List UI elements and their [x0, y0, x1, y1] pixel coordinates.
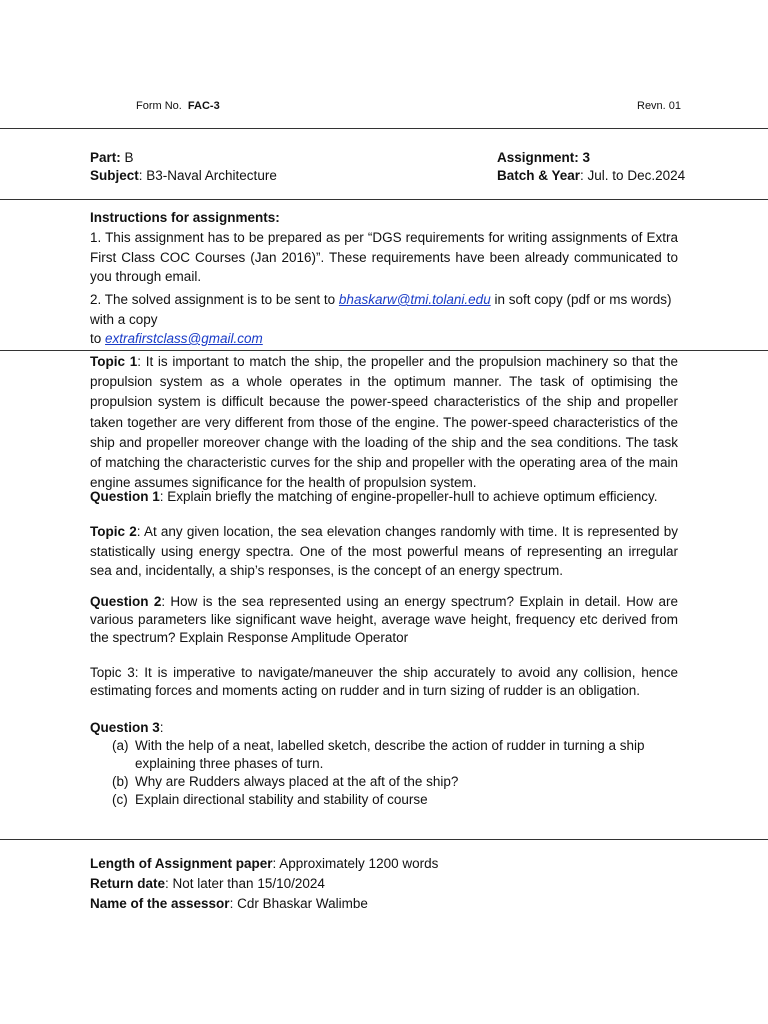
assignment-number: Assignment: 3	[497, 150, 591, 165]
item-label: (b)	[112, 774, 129, 789]
assessor-email-link[interactable]: bhaskarw@tmi.tolani.edu	[338, 292, 491, 307]
batch-line	[497, 166, 685, 186]
question-3-colon: :	[159, 720, 164, 735]
item-text: Explain directional stability and stability of course	[135, 792, 428, 807]
return-date-label: Return date	[90, 876, 166, 891]
length-label: Length of Assignment paper	[90, 856, 273, 871]
instruction-item-2-prefix: 2. The solved assignment is to be sent to	[90, 292, 336, 307]
assessor-label: Name of the assessor	[90, 896, 230, 911]
topic-1-label: Topic 1	[90, 354, 138, 369]
form-number-label: Form No.	[136, 100, 182, 112]
meta-divider	[0, 199, 768, 200]
assessor-value: : Cdr Bhaskar Walimbe	[229, 896, 368, 911]
instructions-divider	[0, 350, 768, 351]
questions-divider	[0, 839, 768, 840]
question-2-text: : How is the sea represented using an energy spectrum? Explain in detail. How are various parameters like significant wave height, average wave height, frequency etc derived from the spectrum? Explain Response Amplitude Operator	[90, 594, 678, 645]
part-value: B	[124, 150, 134, 165]
subject-label: Subject	[90, 168, 139, 183]
instruction-item-2-to: to	[90, 331, 102, 346]
length-value: : Approximately 1200 words	[272, 856, 439, 871]
instruction-item-2	[90, 290, 690, 349]
return-date-value: : Not later than 15/10/2024	[165, 876, 325, 891]
assessor-line	[90, 894, 368, 914]
form-number	[136, 100, 220, 112]
topic-3: Topic 3: It is imperative to navigate/maneuver the ship accurately to avoid any collision, hence estimating forces and moments acting on rudder and in turn sizing of rudder is an obligation.	[90, 665, 678, 698]
item-text: Why are Rudders always placed at the aft of the ship?	[135, 774, 459, 789]
header-divider	[0, 128, 768, 129]
batch-label: Batch & Year	[497, 168, 581, 183]
revision-number: Revn. 01	[637, 100, 682, 112]
copy-email-link[interactable]: extrafirstclass@gmail.com	[105, 331, 263, 346]
topic-1-text: : It is important to match the ship, the propeller and the propulsion machinery so that the propulsion system as a whole operates in the optimum manner. The task of optimising the propulsion system is difficult because the power-speed characteristics of the ship and propeller taken together are very different from those of the engine. The power-speed characteristics of the ship and propeller moreover change with the loading of the ship and the sea conditions. The task of matching the characteristic curves for the ship and propeller with the operating area of the main engine assumes significance for the health of propulsion system.	[90, 354, 678, 491]
batch-value: : Jul. to Dec.2024	[580, 168, 686, 183]
instruction-item-2-middle: in soft copy (pdf or ms words) with a copy	[90, 292, 672, 327]
subject-value: : B3-Naval Architecture	[138, 168, 277, 183]
topic-2-label: Topic 2	[90, 524, 137, 539]
question-2	[90, 593, 678, 647]
item-label: (a)	[112, 738, 129, 753]
length-line	[90, 854, 438, 874]
instructions-heading: Instructions for assignments:	[90, 210, 280, 225]
form-number-value: FAC-3	[187, 100, 220, 112]
topic-2-text: : At any given location, the sea elevation changes randomly with time. It is represented by statistically using energy spectra. One of the most powerful means of representing an irregular sea and, incidentally, a ship’s responses, is the concept of an energy spectrum.	[90, 524, 678, 578]
item-text: With the help of a neat, labelled sketch, describe the action of rudder in turning a ship explaining three phases of turn.	[135, 738, 645, 771]
return-date-line	[90, 874, 325, 894]
subject-line	[90, 166, 277, 186]
question-1-label: Question 1	[90, 489, 160, 504]
question-3-label: Question 3	[90, 720, 160, 735]
question-2-label: Question 2	[90, 594, 162, 609]
topic-2	[90, 522, 678, 581]
topic-1	[90, 352, 678, 493]
question-1	[90, 487, 690, 507]
item-label: (c)	[112, 792, 128, 807]
instruction-item-1: 1. This assignment has to be prepared as per “DGS requirements for writing assignments of Extra First Class COC Courses (Jan 2016)”. These requirements have been already communicated to you through email.	[90, 230, 678, 284]
part-label: Part:	[90, 150, 121, 165]
part-line	[90, 148, 134, 168]
question-3	[90, 718, 164, 738]
question-1-text: : Explain briefly the matching of engine-propeller-hull to achieve optimum efficiency.	[159, 489, 658, 504]
